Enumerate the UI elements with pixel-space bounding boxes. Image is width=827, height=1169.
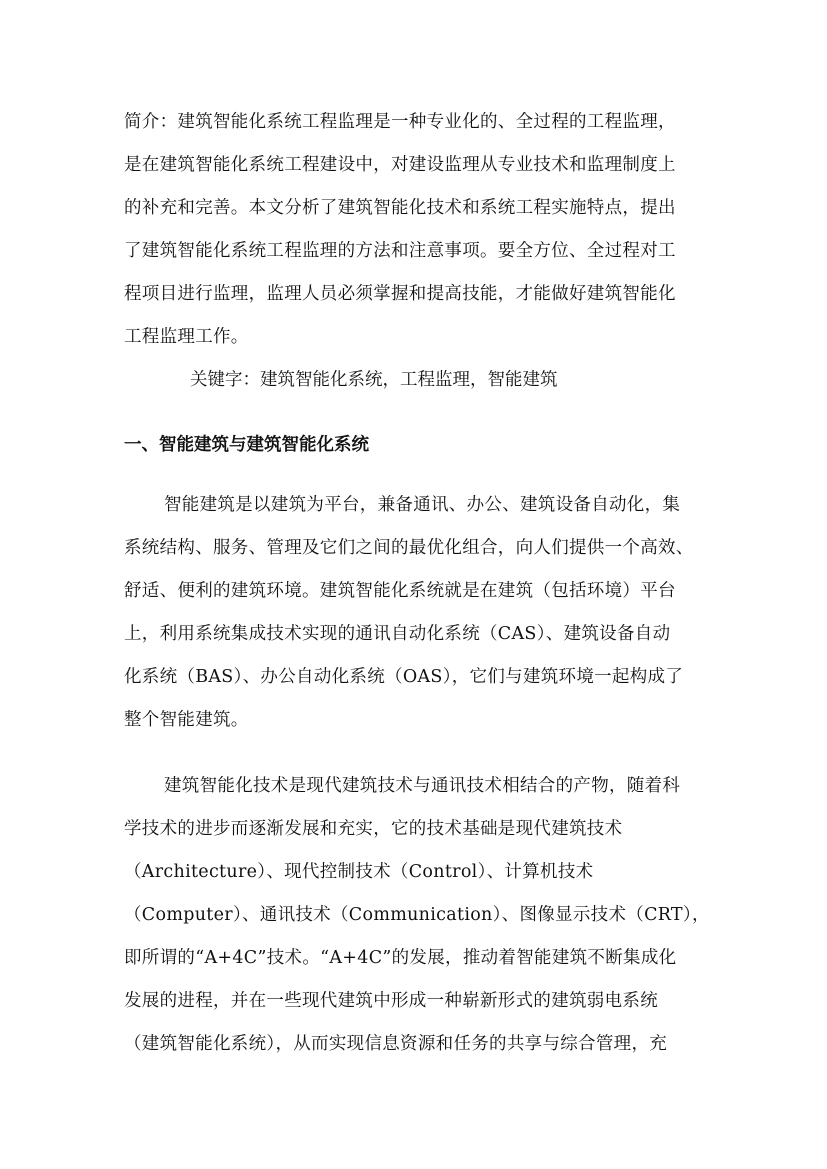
abstract-line: 工程监理工作。 <box>124 327 249 347</box>
paragraph-line: 化系统（BAS）、办公自动化系统（OAS），它们与建筑环境一起构成了 <box>124 667 684 687</box>
paragraph-line: 上，利用系统集成技术实现的通讯自动化系统（CAS）、建筑设备自动 <box>124 624 671 644</box>
keywords-line: 关键字：建筑智能化系统，工程监理，智能建筑 <box>190 370 558 390</box>
paragraph-line: 学技术的进步而逐渐发展和充实，它的技术基础是现代建筑技术 <box>124 819 623 839</box>
abstract-line: 是在建筑智能化系统工程建设中，对建设监理从专业技术和监理制度上 <box>124 155 676 175</box>
body-paragraph-2 <box>124 765 710 1066</box>
paragraph-line: 建筑智能化技术是现代建筑技术与通讯技术相结合的产物，随着科 <box>164 776 681 796</box>
abstract-line: 的补充和完善。本文分析了建筑智能化技术和系统工程实施特点，提出 <box>124 198 676 218</box>
paragraph-line: （Computer）、通讯技术（Communication）、图像显示技术（CRT）， <box>124 905 710 925</box>
section-heading: 一、智能建筑与建筑智能化系统 <box>124 435 369 455</box>
abstract-line: 程项目进行监理，监理人员必须掌握和提高技能，才能做好建筑智能化 <box>124 284 676 304</box>
paragraph-line: （Architecture）、现代控制技术（Control）、计算机技术 <box>124 862 594 882</box>
paragraph-line: 发展的进程，并在一些现代建筑中形成一种崭新形式的建筑弱电系统 <box>124 991 658 1011</box>
abstract-line: 简介：建筑智能化系统工程监理是一种专业化的、全过程的工程监理， <box>124 112 676 132</box>
paragraph-line: 智能建筑是以建筑为平台，兼备通讯、办公、建筑设备自动化，集 <box>164 495 681 515</box>
paragraph-line: 整个智能建筑。 <box>124 710 249 730</box>
abstract-line: 了建筑智能化系统工程监理的方法和注意事项。要全方位、全过程对工 <box>124 241 676 261</box>
body-paragraph-1 <box>124 484 706 742</box>
paragraph-line: （建筑智能化系统），从而实现信息资源和任务的共享与综合管理，充 <box>124 1034 668 1054</box>
paragraph-line: 系统结构、服务、管理及它们之间的最优化组合，向人们提供一个高效、 <box>124 538 694 558</box>
paragraph-line: 舒适、便利的建筑环境。建筑智能化系统就是在建筑（包括环境）平台 <box>124 581 676 601</box>
abstract-paragraph <box>124 101 706 359</box>
paragraph-line: 即所谓的“A+4C”技术。“A+4C”的发展，推动着智能建筑不断集成化 <box>124 948 677 968</box>
